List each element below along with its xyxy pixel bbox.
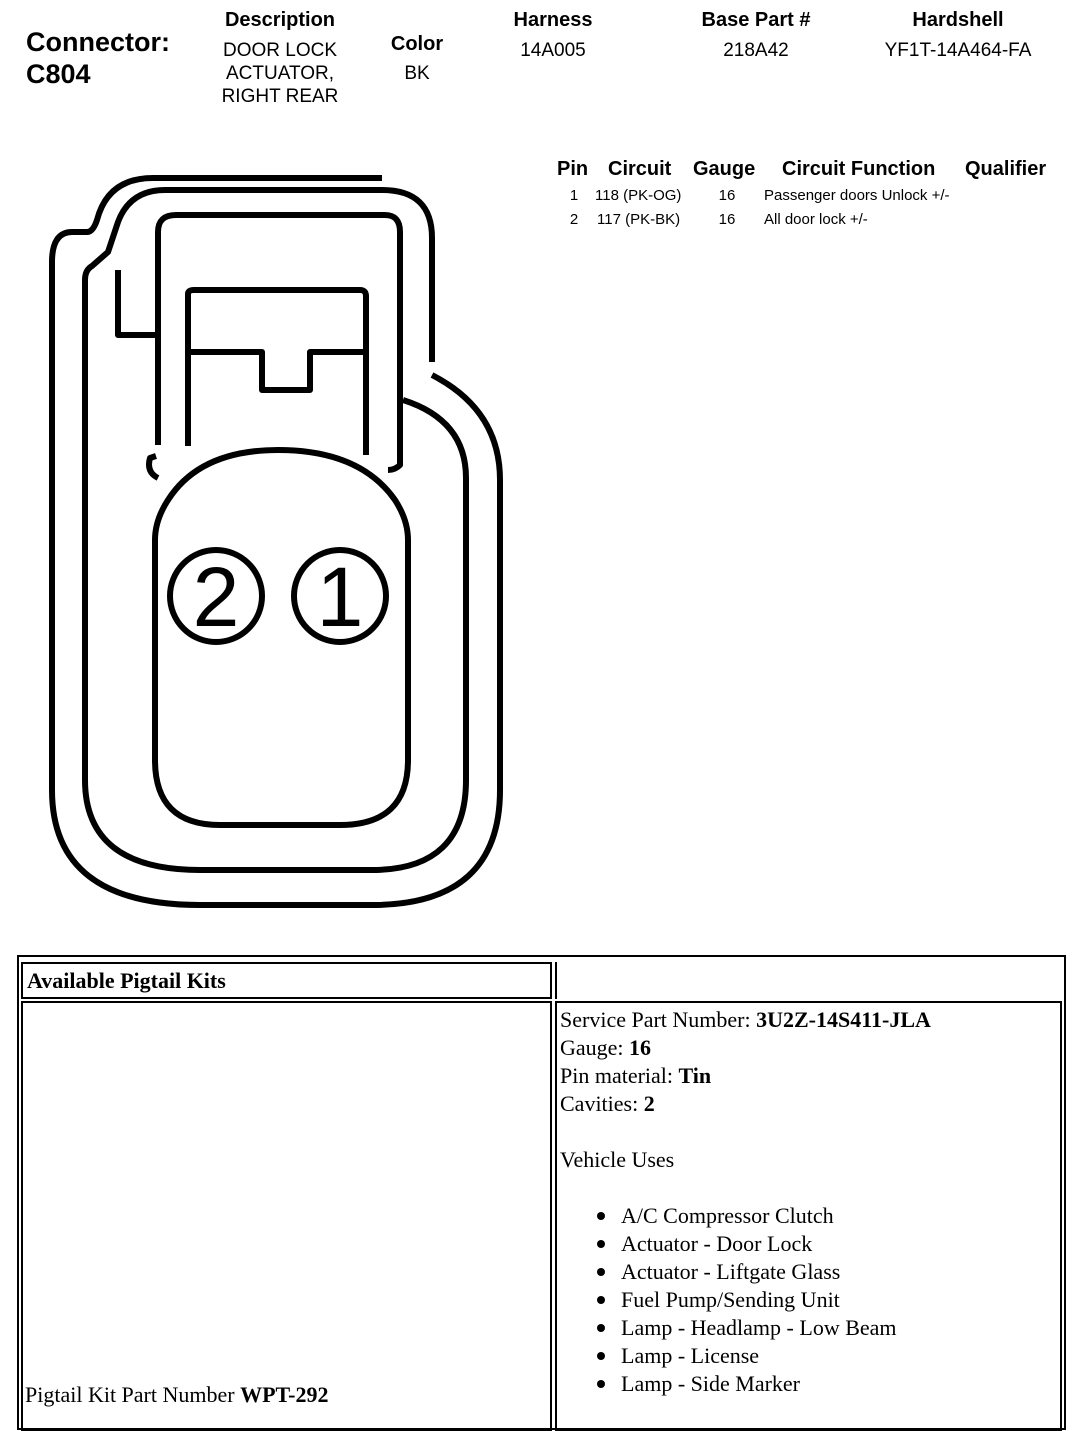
list-item — [597, 1230, 897, 1258]
pin-col-header: Pin — [557, 158, 589, 180]
table-cell-circuit: 117 (PK-BK) — [597, 211, 681, 228]
connector-label: Connector: — [26, 27, 170, 57]
list-item — [597, 1286, 897, 1314]
pigtail-header-spacer — [555, 962, 1062, 999]
hardshell-value: YF1T-14A464-FA — [884, 40, 1032, 61]
table-cell-gauge: 16 — [718, 187, 736, 204]
keying-slot — [188, 290, 366, 455]
service-part-row — [560, 1006, 931, 1034]
gauge-label: Gauge: — [560, 1035, 630, 1060]
table-cell-function: All door lock +/- — [764, 211, 868, 228]
table-cell-function: Passenger doors Unlock +/- — [764, 187, 950, 204]
function-col-header: Circuit Function — [782, 158, 936, 180]
cavities-row — [560, 1090, 655, 1118]
bullet-icon — [597, 1324, 605, 1332]
kit-part-label: Pigtail Kit Part Number — [25, 1382, 241, 1407]
gauge-col-header: Gauge — [693, 158, 756, 180]
description-value — [190, 39, 370, 108]
key-notch — [188, 352, 366, 390]
list-item-text: A/C Compressor Clutch — [621, 1203, 834, 1228]
bullet-icon — [597, 1240, 605, 1248]
pigtail-kit-part-number — [25, 1381, 329, 1409]
service-part-label: Service Part Number: — [560, 1007, 757, 1032]
list-item — [597, 1202, 897, 1230]
description-line: DOOR LOCK — [222, 40, 338, 61]
table-cell-pin: 1 — [569, 187, 579, 204]
list-item-text: Lamp - Headlamp - Low Beam — [621, 1315, 897, 1340]
bullet-icon — [597, 1380, 605, 1388]
gauge-value: 16 — [629, 1035, 652, 1060]
hardshell-header: Hardshell — [912, 9, 1004, 31]
service-part-value: 3U2Z-14S411-JLA — [756, 1007, 931, 1032]
connector-id: C804 — [26, 59, 91, 89]
cavities-value: 2 — [643, 1091, 655, 1116]
gauge-row — [560, 1034, 651, 1062]
hook — [149, 456, 158, 478]
table-cell-pin: 2 — [569, 211, 579, 228]
bullet-icon — [597, 1268, 605, 1276]
connector-heading — [26, 26, 170, 90]
pigtail-kit-details — [555, 1001, 1062, 1431]
table-cell-circuit: 118 (PK-OG) — [595, 187, 682, 204]
description-line: ACTUATOR, — [225, 63, 335, 84]
qualifier-col-header: Qualifier — [965, 158, 1047, 180]
list-item — [597, 1314, 897, 1342]
bullet-icon — [597, 1352, 605, 1360]
harness-value: 14A005 — [520, 40, 586, 61]
pin-material-row — [560, 1062, 711, 1090]
table-cell-gauge: 16 — [718, 211, 736, 228]
bullet-icon — [597, 1296, 605, 1304]
vehicle-uses-list — [597, 1202, 897, 1398]
list-item-text: Actuator - Door Lock — [621, 1231, 813, 1256]
list-item-text: Actuator - Liftgate Glass — [621, 1259, 841, 1284]
list-item — [597, 1258, 897, 1286]
circuit-col-header: Circuit — [608, 158, 672, 180]
color-value: BK — [404, 63, 430, 84]
vehicle-uses-heading: Vehicle Uses — [560, 1147, 675, 1172]
kit-part-value: WPT-292 — [240, 1382, 329, 1407]
list-item-text: Lamp - License — [621, 1343, 760, 1368]
list-item — [597, 1342, 897, 1370]
pin-1-label: 1 — [316, 550, 364, 644]
pin-2-label: 2 — [192, 550, 240, 644]
pin-material-label: Pin material: — [560, 1063, 679, 1088]
list-item-text: Lamp - Side Marker — [621, 1371, 800, 1396]
description-header: Description — [224, 9, 336, 31]
latch-tab — [118, 270, 156, 335]
color-header: Color — [390, 33, 444, 55]
pin-material-value: Tin — [678, 1063, 712, 1088]
bullet-icon — [597, 1212, 605, 1220]
pigtail-kits-title: Available Pigtail Kits — [21, 962, 552, 999]
pigtail-kit-image-cell — [21, 1001, 552, 1431]
list-item — [597, 1370, 897, 1398]
description-line: RIGHT REAR — [221, 86, 339, 107]
list-item-text: Fuel Pump/Sending Unit — [621, 1287, 840, 1312]
connector-face-diagram — [40, 165, 510, 915]
base-part-value: 218A42 — [723, 40, 789, 61]
harness-header: Harness — [513, 9, 593, 31]
base-part-header: Base Part # — [701, 9, 811, 31]
cavities-label: Cavities: — [560, 1091, 644, 1116]
